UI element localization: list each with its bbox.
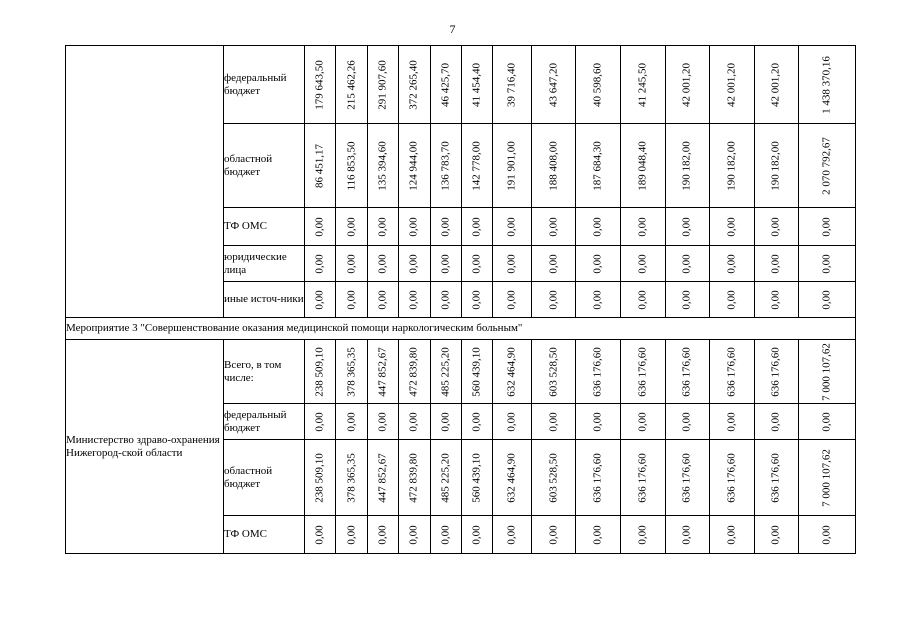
value-cell (665, 340, 710, 404)
funding-source: федеральный бюджет (224, 46, 305, 124)
value-cell (754, 282, 799, 318)
value-cell (493, 124, 531, 208)
value-text: 0,00 (505, 289, 518, 310)
value-cell (531, 516, 576, 554)
value-cell (336, 440, 367, 516)
value-text: 0,00 (820, 289, 833, 310)
value-text: 0,00 (769, 524, 782, 545)
value-cell (493, 246, 531, 282)
value-text: 0,00 (820, 411, 833, 432)
value-cell (531, 246, 576, 282)
value-text: 39 716,40 (505, 62, 518, 107)
funding-source: федеральный бюджет (224, 404, 305, 440)
value-text: 472 839,80 (407, 452, 420, 503)
value-cell (665, 516, 710, 554)
value-text: 42 001,20 (680, 62, 693, 107)
value-text: 179 643,50 (313, 59, 326, 110)
value-text: 632 464,90 (505, 346, 518, 397)
value-cell (367, 282, 398, 318)
organization-cell-empty (66, 46, 224, 318)
value-text: 0,00 (439, 524, 452, 545)
value-cell (754, 440, 799, 516)
value-text: 291 907,60 (376, 59, 389, 110)
value-text: 0,00 (547, 524, 560, 545)
value-cell (367, 340, 398, 404)
value-cell (367, 440, 398, 516)
value-cell (620, 516, 665, 554)
value-text: 7 000 107,62 (820, 448, 833, 507)
value-text: 2 070 792,67 (820, 136, 833, 195)
value-text: 0,00 (680, 289, 693, 310)
value-text: 0,00 (591, 216, 604, 237)
funding-source: областной бюджет (224, 124, 305, 208)
value-cell (461, 440, 492, 516)
value-cell (665, 282, 710, 318)
value-cell (620, 246, 665, 282)
value-cell (461, 516, 492, 554)
value-cell (531, 404, 576, 440)
value-text: 0,00 (505, 524, 518, 545)
measure-row (66, 318, 856, 340)
value-cell (665, 124, 710, 208)
value-cell (336, 46, 367, 124)
value-cell (531, 208, 576, 246)
value-cell (305, 404, 336, 440)
value-cell (754, 516, 799, 554)
value-text: 40 598,60 (591, 62, 604, 107)
value-text: 190 182,00 (769, 140, 782, 191)
value-cell (754, 404, 799, 440)
value-text: 0,00 (313, 524, 326, 545)
value-text: 372 265,40 (407, 59, 420, 110)
value-cell (367, 246, 398, 282)
value-cell (336, 516, 367, 554)
value-cell (576, 46, 621, 124)
value-text: 43 647,20 (547, 62, 560, 107)
value-cell (576, 516, 621, 554)
value-text: 0,00 (470, 289, 483, 310)
value-cell (399, 124, 430, 208)
value-cell (665, 46, 710, 124)
value-text: 0,00 (725, 216, 738, 237)
value-text: 0,00 (725, 289, 738, 310)
value-cell (710, 46, 755, 124)
value-text: 0,00 (820, 253, 833, 274)
value-cell (336, 340, 367, 404)
value-cell (493, 282, 531, 318)
value-text: 0,00 (680, 253, 693, 274)
value-text: 190 182,00 (680, 140, 693, 191)
value-text: 636 176,60 (680, 452, 693, 503)
table-row (66, 46, 856, 124)
value-cell (430, 516, 461, 554)
value-text: 0,00 (313, 216, 326, 237)
value-text: 636 176,60 (591, 452, 604, 503)
value-text: 0,00 (439, 253, 452, 274)
value-text: 0,00 (505, 411, 518, 432)
value-cell (493, 440, 531, 516)
value-text: 636 176,60 (636, 452, 649, 503)
value-text: 215 462,26 (345, 59, 358, 110)
value-text: 124 944,00 (407, 140, 420, 191)
value-cell (665, 246, 710, 282)
value-cell (399, 404, 430, 440)
organization-name: Министерство здраво-охранения Нижегород-ской области (66, 340, 224, 554)
value-text: 189 048,40 (636, 140, 649, 191)
funding-source: областной бюджет (224, 440, 305, 516)
value-text: 0,00 (376, 289, 389, 310)
value-text: 0,00 (439, 411, 452, 432)
value-text: 188 408,00 (547, 140, 560, 191)
measure-title: Мероприятие 3 "Совершенствование оказания медицинской помощи наркологическим больным" (66, 318, 856, 340)
value-text: 0,00 (407, 253, 420, 274)
value-text: 636 176,60 (769, 452, 782, 503)
value-text: 447 852,67 (376, 346, 389, 397)
value-cell (399, 440, 430, 516)
value-cell (336, 282, 367, 318)
value-cell (461, 208, 492, 246)
value-cell (461, 282, 492, 318)
value-text: 238 509,10 (313, 452, 326, 503)
value-text: 0,00 (376, 411, 389, 432)
value-text: 116 853,50 (345, 140, 358, 191)
value-cell (710, 282, 755, 318)
value-cell (710, 246, 755, 282)
value-cell (754, 340, 799, 404)
value-cell (754, 124, 799, 208)
value-text: 0,00 (439, 289, 452, 310)
value-cell (367, 516, 398, 554)
value-cell (620, 440, 665, 516)
value-text: 142 778,00 (470, 140, 483, 191)
value-text: 0,00 (376, 524, 389, 545)
value-cell (799, 246, 856, 282)
value-text: 0,00 (725, 411, 738, 432)
value-cell (710, 340, 755, 404)
value-cell (710, 440, 755, 516)
value-text: 0,00 (591, 253, 604, 274)
value-cell (710, 124, 755, 208)
value-text: 0,00 (407, 289, 420, 310)
value-text: 0,00 (470, 216, 483, 237)
value-text: 0,00 (591, 411, 604, 432)
value-cell (799, 46, 856, 124)
value-cell (305, 440, 336, 516)
value-cell (336, 208, 367, 246)
value-text: 0,00 (407, 216, 420, 237)
value-text: 0,00 (439, 216, 452, 237)
value-text: 0,00 (591, 289, 604, 310)
value-cell (531, 124, 576, 208)
value-text: 0,00 (769, 289, 782, 310)
value-cell (430, 404, 461, 440)
funding-source: юридические лица (224, 246, 305, 282)
value-text: 0,00 (345, 216, 358, 237)
value-text: 485 225,20 (439, 452, 452, 503)
value-text: 46 425,70 (439, 62, 452, 107)
value-cell (576, 208, 621, 246)
value-cell (576, 404, 621, 440)
value-text: 378 365,35 (345, 346, 358, 397)
value-text: 603 528,50 (547, 346, 560, 397)
value-cell (461, 46, 492, 124)
value-text: 0,00 (820, 216, 833, 237)
value-cell (799, 516, 856, 554)
value-cell (665, 208, 710, 246)
value-text: 0,00 (547, 289, 560, 310)
value-cell (576, 282, 621, 318)
value-cell (799, 340, 856, 404)
funding-source: Всего, в том числе: (224, 340, 305, 404)
value-text: 472 839,80 (407, 346, 420, 397)
value-text: 135 394,60 (376, 140, 389, 191)
value-cell (754, 246, 799, 282)
value-cell (430, 440, 461, 516)
value-cell (367, 404, 398, 440)
value-text: 0,00 (547, 253, 560, 274)
value-cell (399, 516, 430, 554)
value-cell (620, 208, 665, 246)
value-cell (305, 208, 336, 246)
value-cell (576, 340, 621, 404)
value-cell (461, 246, 492, 282)
value-cell (576, 124, 621, 208)
value-text: 632 464,90 (505, 452, 518, 503)
value-text: 238 509,10 (313, 346, 326, 397)
value-cell (710, 208, 755, 246)
value-text: 0,00 (407, 524, 420, 545)
value-cell (799, 440, 856, 516)
table-row (66, 340, 856, 404)
value-cell (336, 246, 367, 282)
value-cell (620, 282, 665, 318)
value-text: 0,00 (680, 411, 693, 432)
value-text: 0,00 (636, 289, 649, 310)
value-cell (576, 440, 621, 516)
value-text: 0,00 (470, 411, 483, 432)
value-cell (620, 124, 665, 208)
value-cell (620, 46, 665, 124)
value-cell (399, 46, 430, 124)
value-text: 0,00 (376, 216, 389, 237)
value-text: 0,00 (769, 253, 782, 274)
value-cell (531, 440, 576, 516)
funding-source: ТФ ОМС (224, 208, 305, 246)
value-text: 41 245,50 (636, 62, 649, 107)
value-text: 0,00 (345, 524, 358, 545)
value-cell (399, 246, 430, 282)
value-text: 485 225,20 (439, 346, 452, 397)
value-cell (461, 340, 492, 404)
funding-source: иные источ-ники (224, 282, 305, 318)
value-text: 0,00 (636, 524, 649, 545)
value-text: 0,00 (345, 411, 358, 432)
value-text: 0,00 (407, 411, 420, 432)
value-text: 636 176,60 (636, 346, 649, 397)
value-cell (799, 124, 856, 208)
value-cell (665, 404, 710, 440)
value-text: 636 176,60 (725, 452, 738, 503)
value-text: 0,00 (313, 289, 326, 310)
value-text: 447 852,67 (376, 452, 389, 503)
value-text: 603 528,50 (547, 452, 560, 503)
value-cell (305, 46, 336, 124)
value-cell (305, 516, 336, 554)
value-text: 636 176,60 (591, 346, 604, 397)
page-number: 7 (449, 22, 456, 36)
value-text: 636 176,60 (769, 346, 782, 397)
value-text: 0,00 (725, 524, 738, 545)
value-cell (531, 340, 576, 404)
value-text: 0,00 (680, 216, 693, 237)
value-cell (493, 516, 531, 554)
value-text: 560 439,10 (470, 346, 483, 397)
value-text: 0,00 (680, 524, 693, 545)
value-cell (665, 440, 710, 516)
value-cell (367, 46, 398, 124)
value-text: 136 783,70 (439, 140, 452, 191)
value-cell (430, 208, 461, 246)
value-cell (367, 208, 398, 246)
value-text: 42 001,20 (725, 62, 738, 107)
value-cell (430, 282, 461, 318)
value-text: 0,00 (505, 216, 518, 237)
value-cell (399, 282, 430, 318)
value-text: 0,00 (769, 411, 782, 432)
value-text: 0,00 (591, 524, 604, 545)
value-cell (430, 46, 461, 124)
value-cell (754, 46, 799, 124)
value-text: 0,00 (376, 253, 389, 274)
value-cell (461, 124, 492, 208)
value-text: 7 000 107,62 (820, 342, 833, 401)
value-cell (493, 208, 531, 246)
value-cell (305, 246, 336, 282)
value-text: 0,00 (345, 253, 358, 274)
value-text: 0,00 (636, 216, 649, 237)
value-text: 0,00 (470, 253, 483, 274)
value-text: 0,00 (636, 411, 649, 432)
value-cell (461, 404, 492, 440)
funding-source: ТФ ОМС (224, 516, 305, 554)
value-text: 0,00 (636, 253, 649, 274)
value-text: 0,00 (505, 253, 518, 274)
value-cell (620, 404, 665, 440)
value-cell (620, 340, 665, 404)
value-text: 0,00 (313, 253, 326, 274)
value-cell (576, 246, 621, 282)
value-text: 0,00 (313, 411, 326, 432)
value-text: 560 439,10 (470, 452, 483, 503)
value-cell (531, 282, 576, 318)
value-text: 0,00 (547, 411, 560, 432)
value-cell (493, 404, 531, 440)
value-text: 636 176,60 (680, 346, 693, 397)
value-cell (336, 404, 367, 440)
value-cell (399, 340, 430, 404)
value-cell (336, 124, 367, 208)
value-cell (399, 208, 430, 246)
value-cell (305, 340, 336, 404)
value-text: 0,00 (769, 216, 782, 237)
value-cell (493, 340, 531, 404)
value-text: 191 901,00 (505, 140, 518, 191)
value-cell (754, 208, 799, 246)
value-text: 0,00 (470, 524, 483, 545)
value-cell (799, 208, 856, 246)
value-cell (710, 516, 755, 554)
value-cell (367, 124, 398, 208)
value-text: 0,00 (547, 216, 560, 237)
value-text: 378 365,35 (345, 452, 358, 503)
value-cell (305, 124, 336, 208)
value-cell (305, 282, 336, 318)
value-text: 0,00 (820, 524, 833, 545)
value-text: 187 684,30 (591, 140, 604, 191)
value-text: 41 454,40 (470, 62, 483, 107)
value-cell (531, 46, 576, 124)
funding-table (65, 45, 856, 554)
value-cell (710, 404, 755, 440)
value-cell (493, 46, 531, 124)
value-text: 0,00 (345, 289, 358, 310)
value-cell (430, 124, 461, 208)
value-text: 86 451,17 (313, 143, 326, 188)
value-text: 0,00 (725, 253, 738, 274)
value-cell (430, 340, 461, 404)
value-text: 190 182,00 (725, 140, 738, 191)
value-cell (430, 246, 461, 282)
value-text: 636 176,60 (725, 346, 738, 397)
value-text: 1 438 370,16 (820, 55, 833, 114)
value-text: 42 001,20 (769, 62, 782, 107)
value-cell (799, 282, 856, 318)
value-cell (799, 404, 856, 440)
